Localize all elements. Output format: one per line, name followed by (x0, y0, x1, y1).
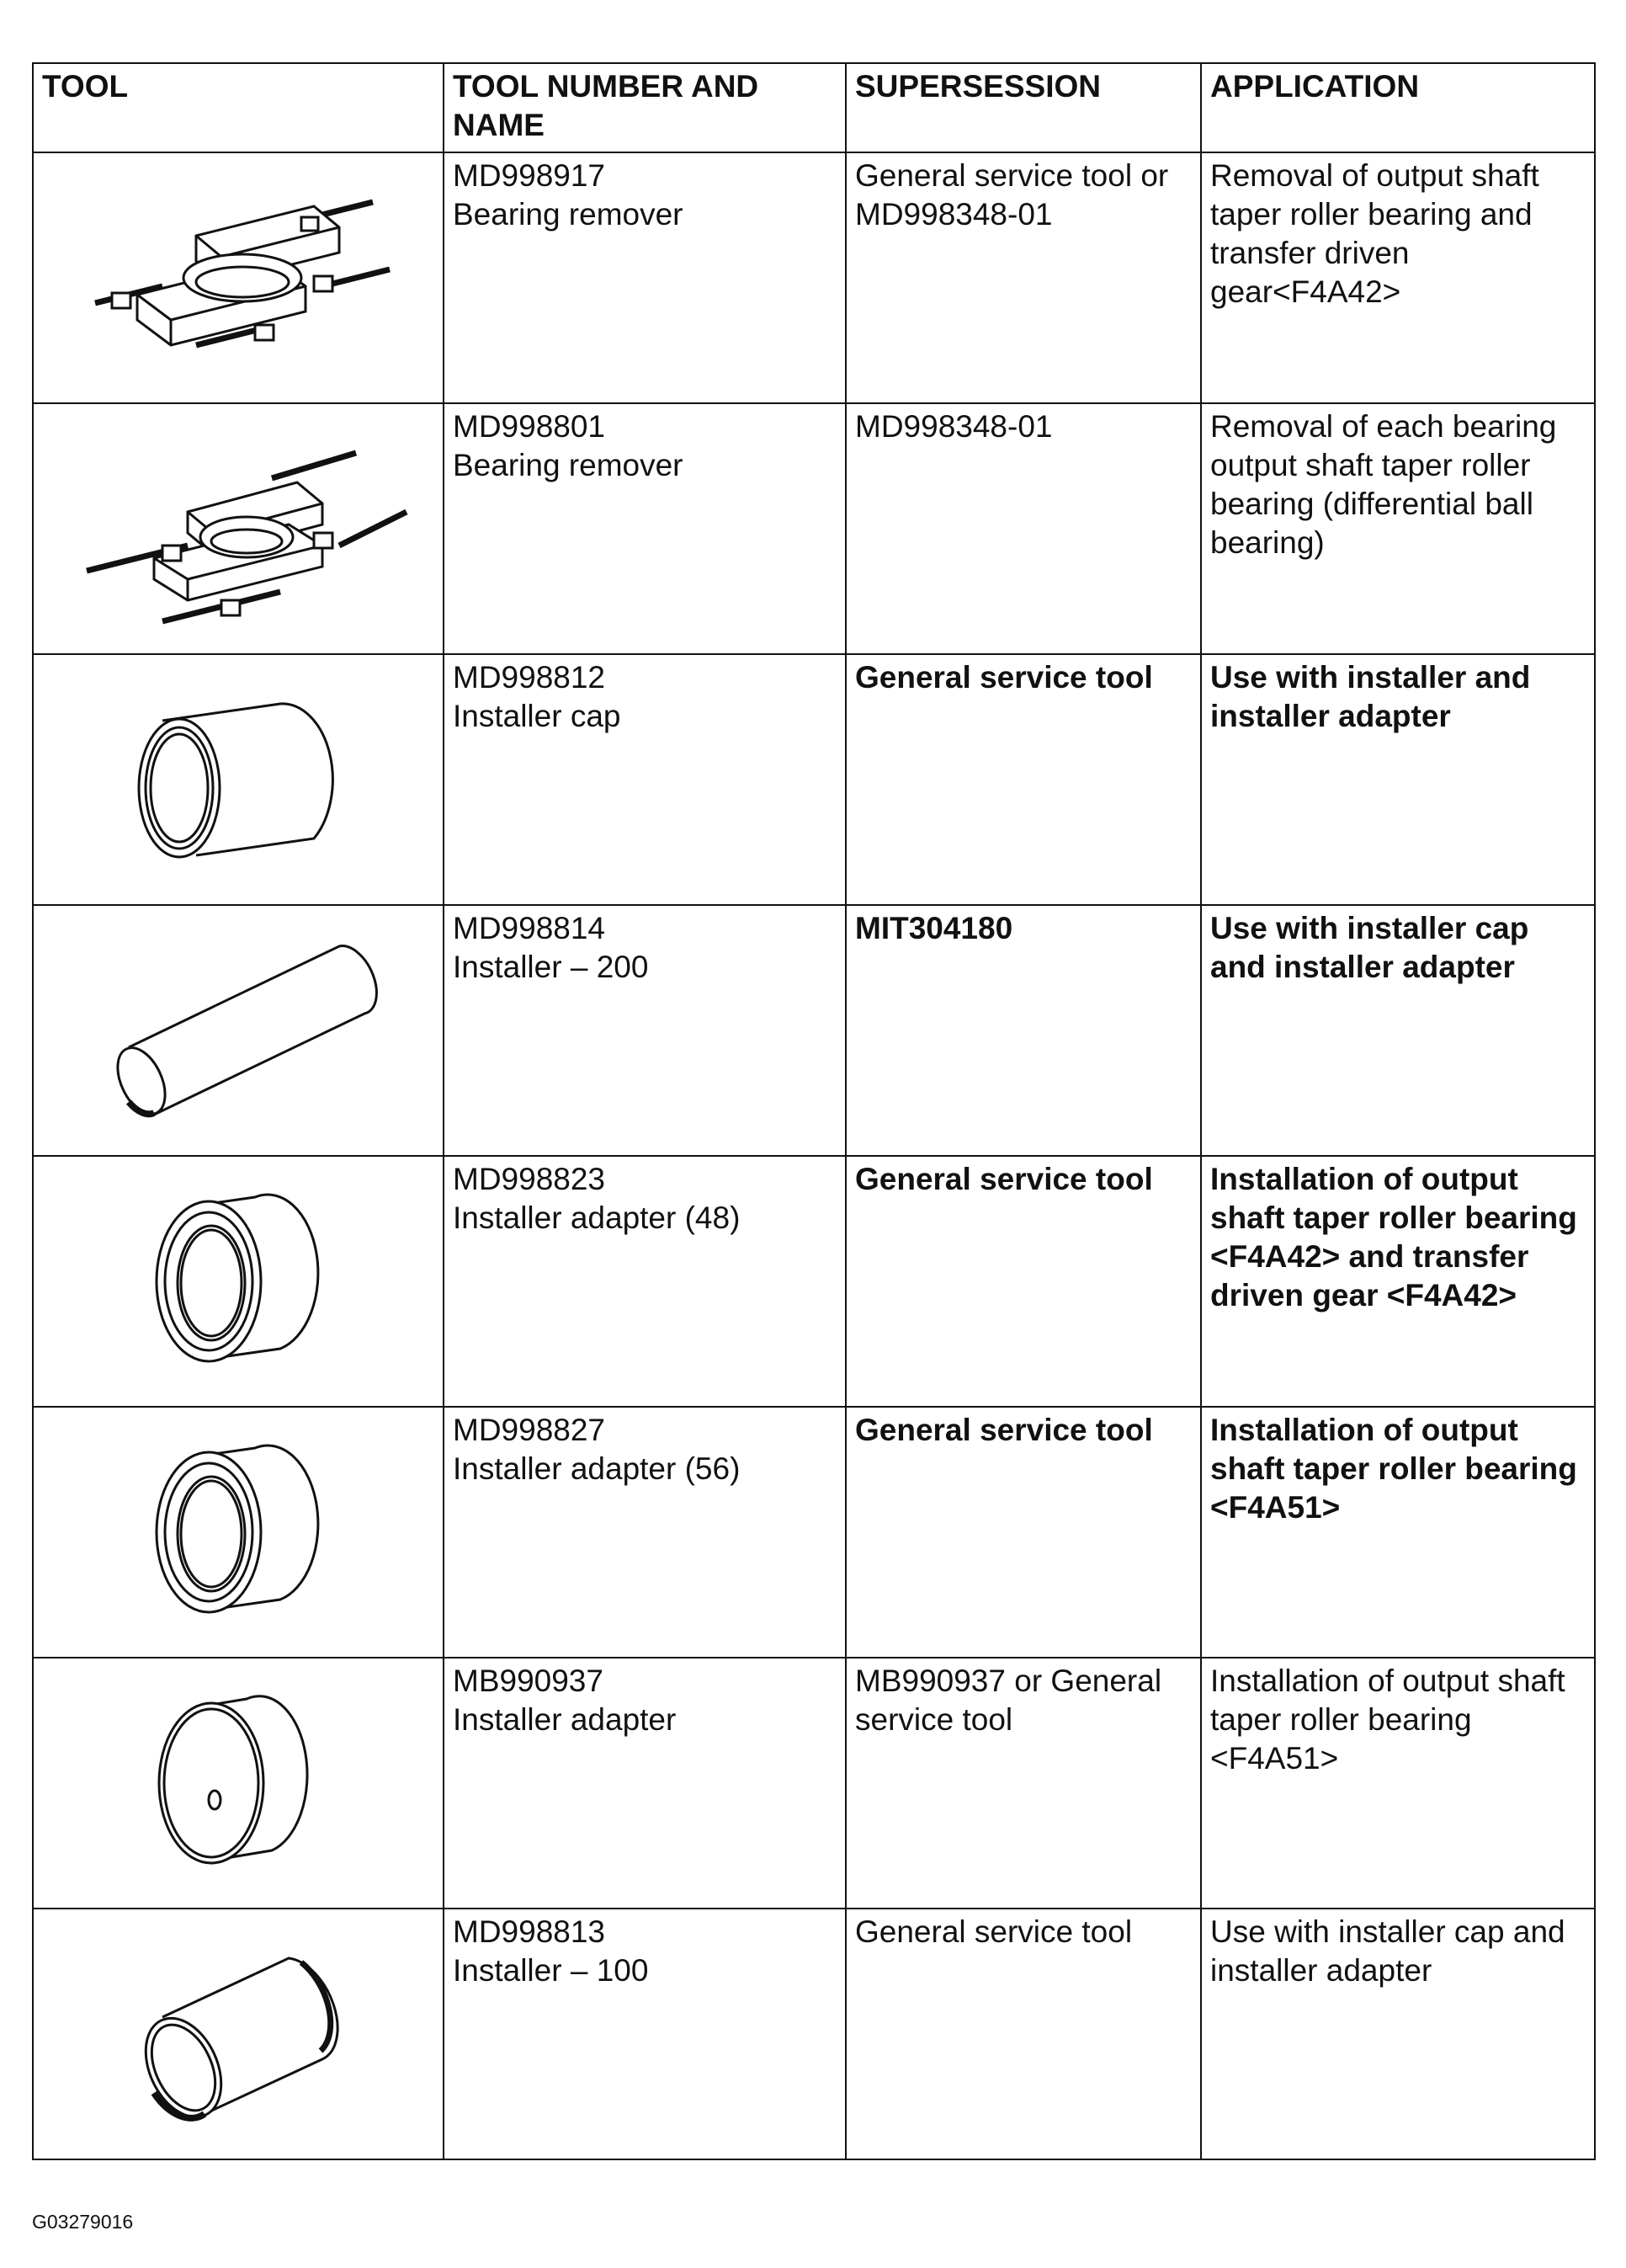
tool-illustration-cell (33, 1909, 444, 2159)
tool-number-name-cell (444, 1909, 846, 2159)
header-tool-number-and-name: TOOL NUMBER AND NAME (444, 63, 846, 152)
supersession-cell: MD998348-01 (846, 403, 1201, 654)
tool-number-name-cell (444, 654, 846, 905)
tool-number-name-cell (444, 152, 846, 403)
table-header-row (33, 63, 1595, 152)
header-tool: TOOL (33, 63, 444, 152)
tool-number-name-cell (444, 905, 846, 1156)
tool-illustration-cell (33, 1407, 444, 1658)
supersession-cell: MB990937 or General service tool (846, 1658, 1201, 1909)
supersession-cell: MIT304180 (846, 905, 1201, 1156)
header-supersession: SUPERSESSION (846, 63, 1201, 152)
supersession-cell: General service tool (846, 1909, 1201, 2159)
table-row (33, 1658, 1595, 1909)
table-row (33, 152, 1595, 403)
tool-illustration-cell (33, 1156, 444, 1407)
supersession-cell: General service tool or MD998348-01 (846, 152, 1201, 403)
application-cell: Use with installer cap and installer adapter (1201, 1909, 1595, 2159)
installer-tube-icon (70, 921, 406, 1140)
figure-id: G03279016 (32, 2211, 134, 2233)
tool-number: MD998827 (453, 1413, 606, 1447)
bearing-remover-icon (61, 168, 415, 387)
tool-name: Installer cap (453, 699, 621, 733)
tool-name: Installer adapter (453, 1702, 677, 1737)
tool-number-name-cell (444, 403, 846, 654)
installer-adapter-icon (112, 1172, 364, 1391)
tool-name: Installer – 100 (453, 1953, 649, 1988)
table-row (33, 1156, 1595, 1407)
tool-name: Bearing remover (453, 197, 683, 232)
tool-illustration-cell (33, 654, 444, 905)
application-cell: Installation of output shaft taper roller bearing <F4A51> (1201, 1658, 1595, 1909)
tool-number: MD998801 (453, 409, 606, 444)
tool-illustration-cell (33, 905, 444, 1156)
supersession-cell: General service tool (846, 1156, 1201, 1407)
tool-name: Installer adapter (56) (453, 1451, 741, 1486)
tool-number: MD998917 (453, 158, 606, 193)
application-cell: Removal of each bearing output shaft taper roller bearing (differential ball bearing) (1201, 403, 1595, 654)
table-row (33, 1407, 1595, 1658)
application-cell: Installation of output shaft taper roller bearing <F4A42> and transfer driven gear <F4A42> (1201, 1156, 1595, 1407)
tool-name: Bearing remover (453, 448, 683, 482)
tool-number-name-cell (444, 1156, 846, 1407)
tool-number: MD998823 (453, 1162, 606, 1196)
header-application: APPLICATION (1201, 63, 1595, 152)
application-cell: Installation of output shaft taper roller bearing <F4A51> (1201, 1407, 1595, 1658)
tool-number: MD998812 (453, 660, 606, 695)
installer-cap-icon (112, 670, 364, 889)
table-row (33, 403, 1595, 654)
tool-name: Installer adapter (48) (453, 1201, 741, 1235)
application-cell: Use with installer and installer adapter (1201, 654, 1595, 905)
installer-adapter-icon (112, 1423, 364, 1642)
tool-illustration-cell (33, 403, 444, 654)
tool-number: MD998814 (453, 911, 606, 945)
table-row (33, 654, 1595, 905)
table-row (33, 1909, 1595, 2159)
bearing-remover-icon (61, 419, 415, 638)
installer-adapter-disc-icon (112, 1674, 364, 1893)
application-cell: Removal of output shaft taper roller bearing and transfer driven gear<F4A42> (1201, 152, 1595, 403)
tool-name: Installer – 200 (453, 950, 649, 984)
tool-illustration-cell (33, 152, 444, 403)
tool-number: MD998813 (453, 1914, 606, 1949)
table-row (33, 905, 1595, 1156)
installer-short-tube-icon (95, 1925, 381, 2143)
tool-number-name-cell (444, 1658, 846, 1909)
tool-number: MB990937 (453, 1664, 603, 1698)
tool-illustration-cell (33, 1658, 444, 1909)
supersession-cell: General service tool (846, 654, 1201, 905)
special-tools-table (32, 62, 1596, 2160)
tool-number-name-cell (444, 1407, 846, 1658)
application-cell: Use with installer cap and installer adapter (1201, 905, 1595, 1156)
supersession-cell: General service tool (846, 1407, 1201, 1658)
